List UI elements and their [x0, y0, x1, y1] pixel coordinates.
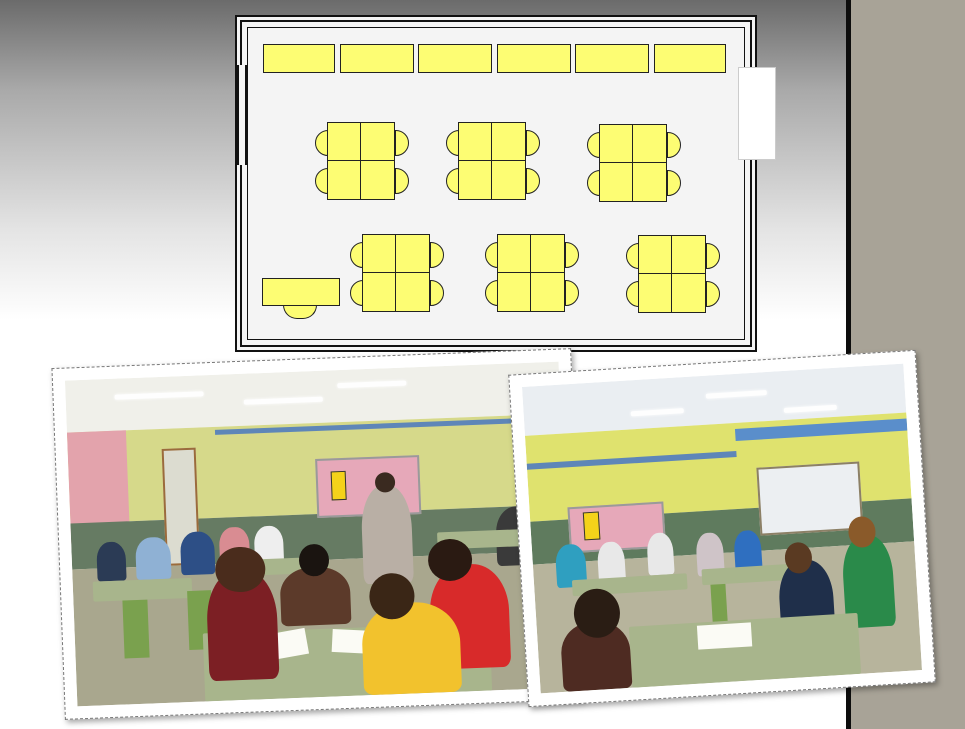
front-desk	[263, 44, 335, 73]
classroom-photo-left	[51, 348, 584, 720]
group-table	[626, 235, 720, 315]
door	[237, 65, 247, 165]
classroom-photo-right	[508, 350, 936, 707]
classroom-floor-plan	[235, 15, 757, 352]
front-desk	[654, 44, 726, 73]
whiteboard	[738, 67, 776, 160]
teacher-desk	[262, 278, 340, 306]
group-table	[350, 234, 444, 314]
group-table	[315, 122, 409, 202]
group-table	[587, 124, 681, 204]
group-table	[446, 122, 540, 202]
group-table	[485, 234, 579, 314]
front-desk	[575, 44, 649, 73]
front-desk	[340, 44, 414, 73]
front-desk	[418, 44, 492, 73]
front-desk	[497, 44, 571, 73]
